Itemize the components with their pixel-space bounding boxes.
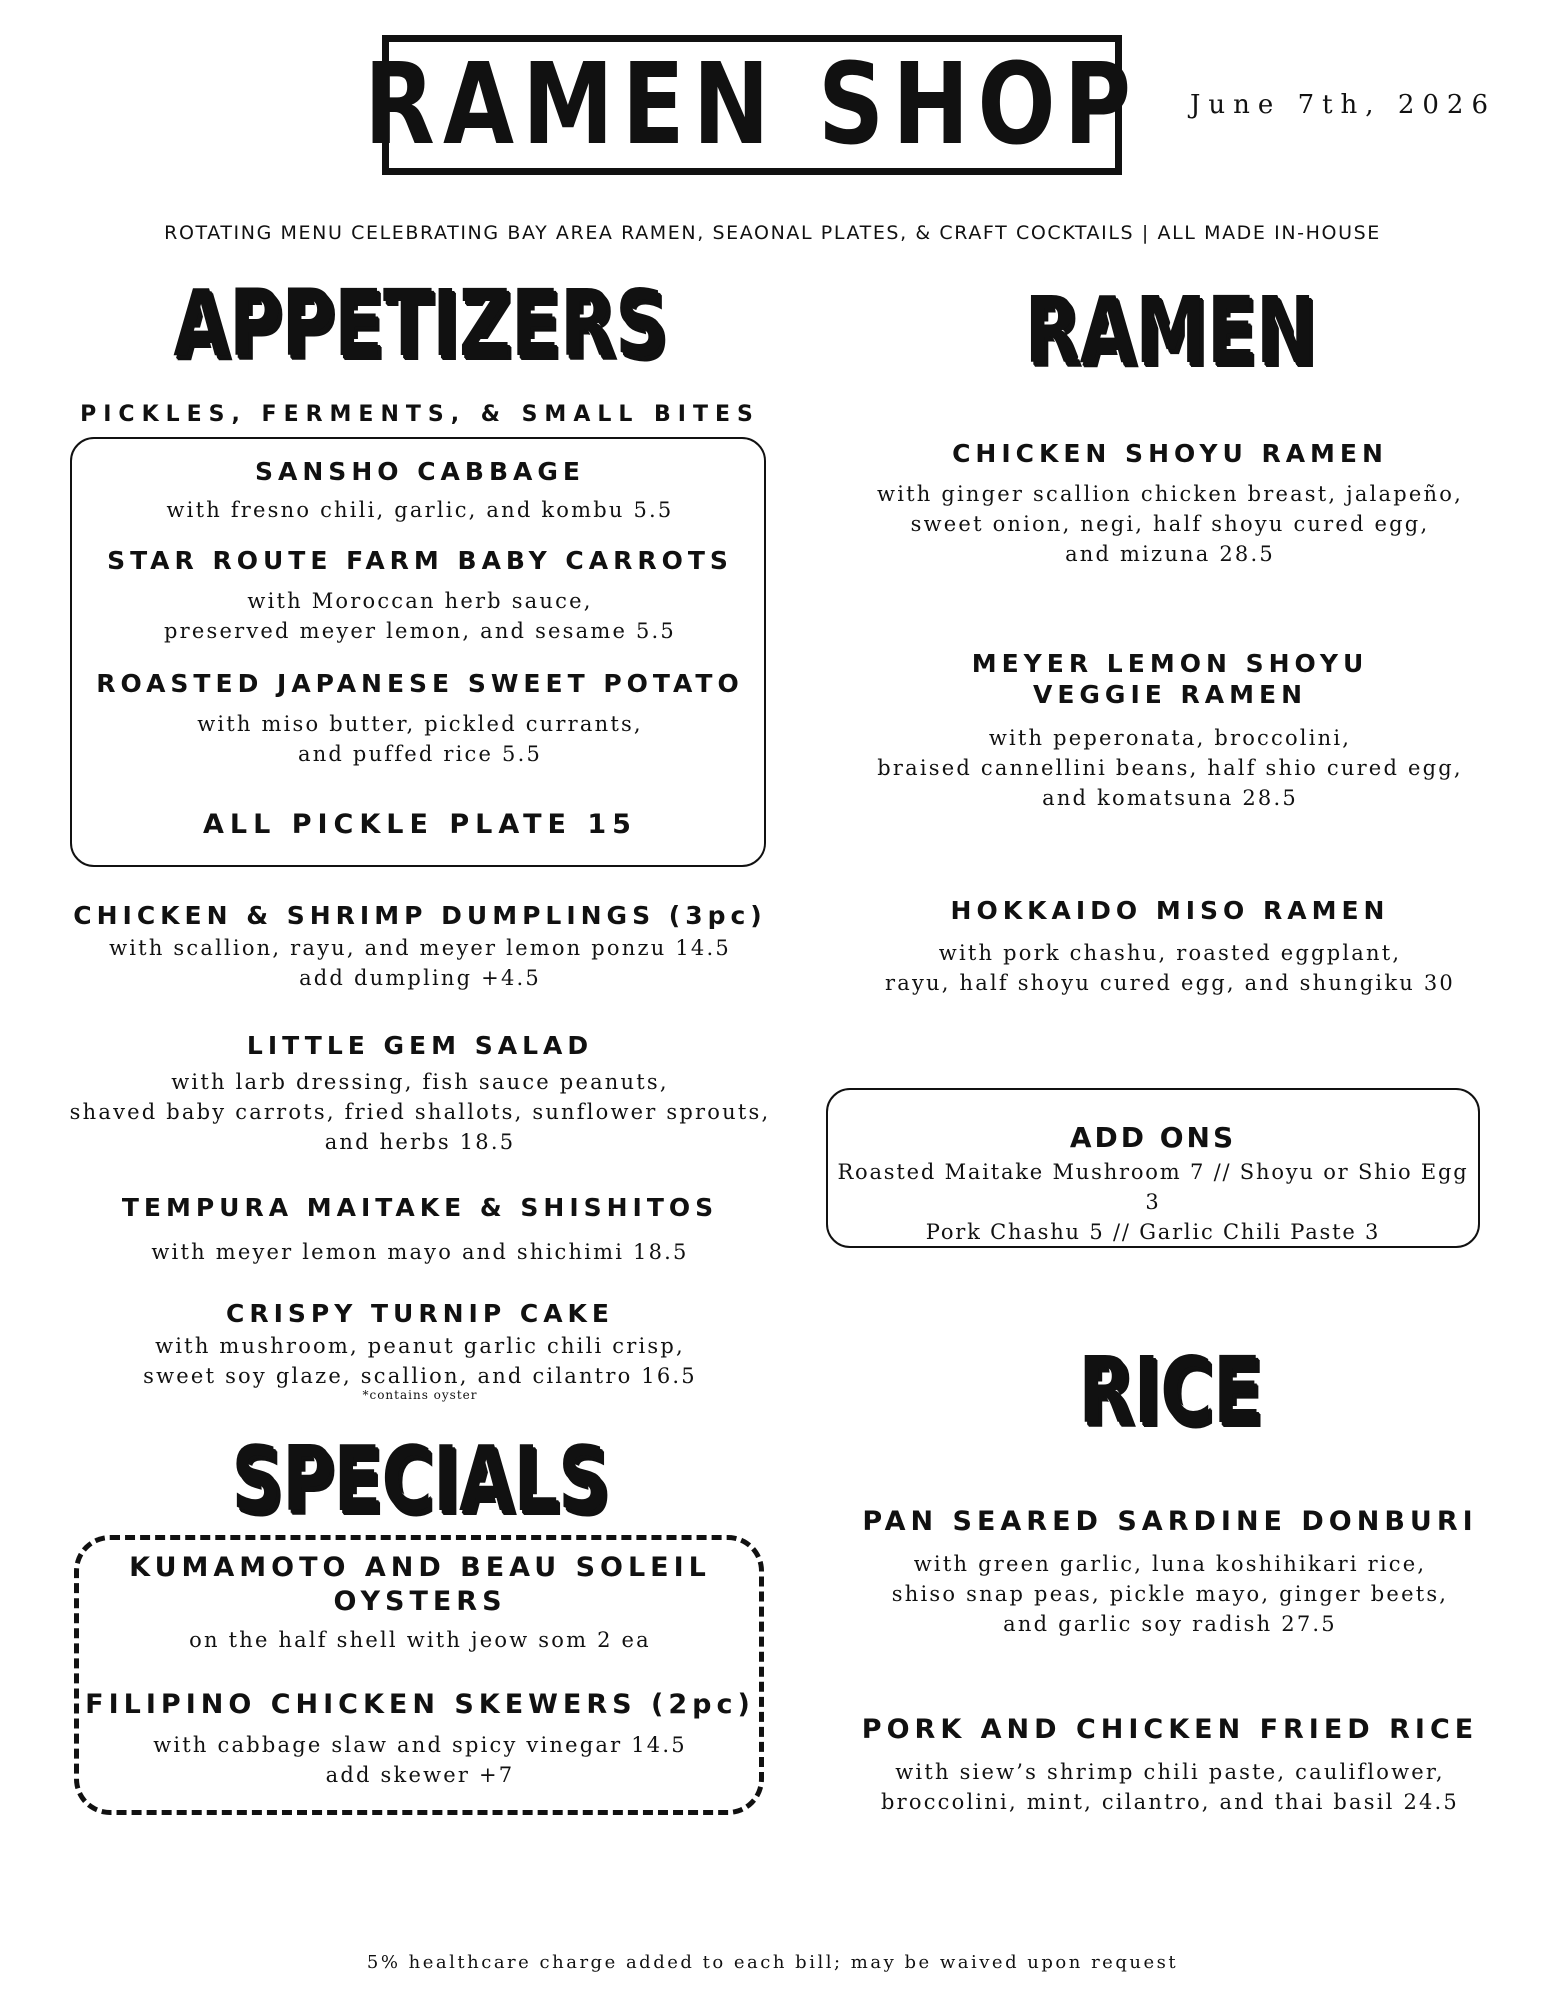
item-note: *contains oyster bbox=[362, 1388, 478, 1403]
item-desc: and herbs 18.5 bbox=[324, 1130, 516, 1155]
menu-item bbox=[830, 895, 1510, 998]
item-name: MEYER LEMON SHOYU bbox=[971, 649, 1369, 678]
item-desc: and garlic soy radish 27.5 bbox=[1003, 1611, 1337, 1636]
ramen-heading: RAMEN bbox=[1024, 277, 1316, 384]
menu-item bbox=[40, 1030, 800, 1157]
rice-heading: RICE bbox=[1078, 1337, 1262, 1444]
item-name: PORK AND CHICKEN FRIED RICE bbox=[861, 1714, 1479, 1745]
item-desc: broccolini, mint, cilantro, and thai basil 24.5 bbox=[880, 1789, 1459, 1814]
item-desc: add skewer +7 bbox=[325, 1762, 515, 1787]
item-desc: add dumpling +4.5 bbox=[299, 966, 541, 991]
item-name: CHICKEN & SHRIMP DUMPLINGS (3pc) bbox=[73, 901, 767, 930]
item-desc: with cabbage slaw and spicy vinegar 14.5 bbox=[153, 1732, 687, 1757]
pickle-plate: ALL PICKLE PLATE 15 bbox=[203, 809, 637, 840]
menu-item bbox=[40, 1551, 800, 1655]
item-desc: with mushroom, peanut garlic chili crisp, bbox=[155, 1334, 685, 1359]
menu-item bbox=[40, 1192, 800, 1267]
item-name: KUMAMOTO AND BEAU SOLEIL bbox=[129, 1552, 711, 1583]
tagline: ROTATING MENU CELEBRATING BAY AREA RAMEN, SEAONAL PLATES, & CRAFT COCKTAILS | ALL MADE IN-HOUSE bbox=[164, 222, 1381, 244]
item-desc: braised cannellini beans, half shio cured egg, bbox=[877, 755, 1463, 780]
menu-item bbox=[830, 648, 1510, 813]
item-desc: with fresno chili, garlic, and kombu 5.5 bbox=[166, 498, 674, 523]
item-desc: on the half shell with jeow som 2 ea bbox=[189, 1627, 651, 1652]
item-desc: shaved baby carrots, fried shallots, sunflower sprouts, bbox=[69, 1100, 771, 1125]
item-desc: sweet onion, negi, half shoyu cured egg, bbox=[910, 512, 1430, 537]
addons bbox=[826, 1120, 1480, 1247]
item-desc: with ginger scallion chicken breast, jalapeño, bbox=[877, 482, 1463, 507]
item-desc: with scallion, rayu, and meyer lemon ponzu 14.5 bbox=[109, 936, 731, 961]
menu-item bbox=[40, 1298, 800, 1402]
item-desc: with meyer lemon mayo and shichimi 18.5 bbox=[151, 1240, 689, 1265]
specials-heading-wrap bbox=[40, 1427, 800, 1532]
appetizers-heading-wrap bbox=[40, 270, 800, 377]
addons-line: Roasted Maitake Mushroom 7 // Shoyu or Shio Egg 3 bbox=[837, 1160, 1469, 1214]
item-desc: shiso snap peas, pickle mayo, ginger beets, bbox=[891, 1581, 1449, 1606]
addons-heading: ADD ONS bbox=[1069, 1121, 1237, 1154]
appetizers-subheading: PICKLES, FERMENTS, & SMALL BITES bbox=[80, 402, 760, 427]
item-desc: with siew’s shrimp chili paste, cauliflower, bbox=[895, 1759, 1445, 1784]
menu-date: June 7th, 2026 bbox=[1190, 90, 1496, 120]
item-desc: with pork chashu, roasted eggplant, bbox=[938, 941, 1402, 966]
item-desc: with Moroccan herb sauce, bbox=[247, 589, 593, 614]
item-name: PAN SEARED SARDINE DONBURI bbox=[862, 1506, 1478, 1537]
item-name: OYSTERS bbox=[333, 1585, 507, 1617]
item-desc: sweet soy glaze, scallion, and cilantro 16.5 bbox=[143, 1364, 697, 1389]
footer-note: 5% healthcare charge added to each bill; may be waived upon request bbox=[366, 1952, 1179, 1973]
menu-item bbox=[40, 668, 800, 769]
item-desc: with green garlic, luna koshihikari rice, bbox=[913, 1551, 1427, 1576]
item-name: CRISPY TURNIP CAKE bbox=[225, 1299, 615, 1328]
item-desc: preserved meyer lemon, and sesame 5.5 bbox=[164, 619, 676, 644]
item-desc: with peperonata, broccolini, bbox=[988, 725, 1352, 750]
item-desc: and puffed rice 5.5 bbox=[297, 742, 543, 767]
item-desc: and komatsuna 28.5 bbox=[1042, 785, 1298, 810]
addons-line: Pork Chashu 5 // Garlic Chili Paste 3 bbox=[925, 1220, 1381, 1244]
rice-heading-wrap bbox=[830, 1337, 1510, 1444]
item-name: SANSHO CABBAGE bbox=[255, 457, 585, 486]
item-desc: with larb dressing, fish sauce peanuts, bbox=[171, 1070, 669, 1095]
item-name: LITTLE GEM SALAD bbox=[246, 1031, 594, 1060]
ramen-heading-wrap bbox=[830, 277, 1510, 384]
item-name: VEGGIE RAMEN bbox=[1032, 680, 1308, 710]
menu-item bbox=[830, 438, 1510, 569]
menu-item bbox=[40, 1688, 800, 1790]
menu-item bbox=[40, 456, 800, 525]
item-name: HOKKAIDO MISO RAMEN bbox=[950, 896, 1390, 925]
menu-item bbox=[40, 545, 800, 646]
appetizers-heading: APPETIZERS bbox=[173, 270, 667, 377]
item-desc: with miso butter, pickled currants, bbox=[197, 712, 643, 737]
item-name: STAR ROUTE FARM BABY CARROTS bbox=[107, 546, 733, 575]
item-name: TEMPURA MAITAKE & SHISHITOS bbox=[121, 1193, 719, 1222]
item-desc: rayu, half shoyu cured egg, and shungiku 30 bbox=[885, 971, 1455, 996]
item-desc: and mizuna 28.5 bbox=[1065, 542, 1275, 567]
specials-heading: SPECIALS bbox=[231, 1427, 609, 1532]
item-name: CHICKEN SHOYU RAMEN bbox=[952, 439, 1388, 468]
item-name: FILIPINO CHICKEN SKEWERS (2pc) bbox=[85, 1689, 755, 1720]
menu-item bbox=[830, 1713, 1510, 1817]
item-name: ROASTED JAPANESE SWEET POTATO bbox=[96, 669, 744, 698]
menu-item bbox=[830, 1505, 1510, 1639]
restaurant-logo: RAMEN SHOP bbox=[364, 40, 1140, 170]
logo-box bbox=[364, 35, 1140, 175]
menu-item bbox=[40, 900, 800, 993]
